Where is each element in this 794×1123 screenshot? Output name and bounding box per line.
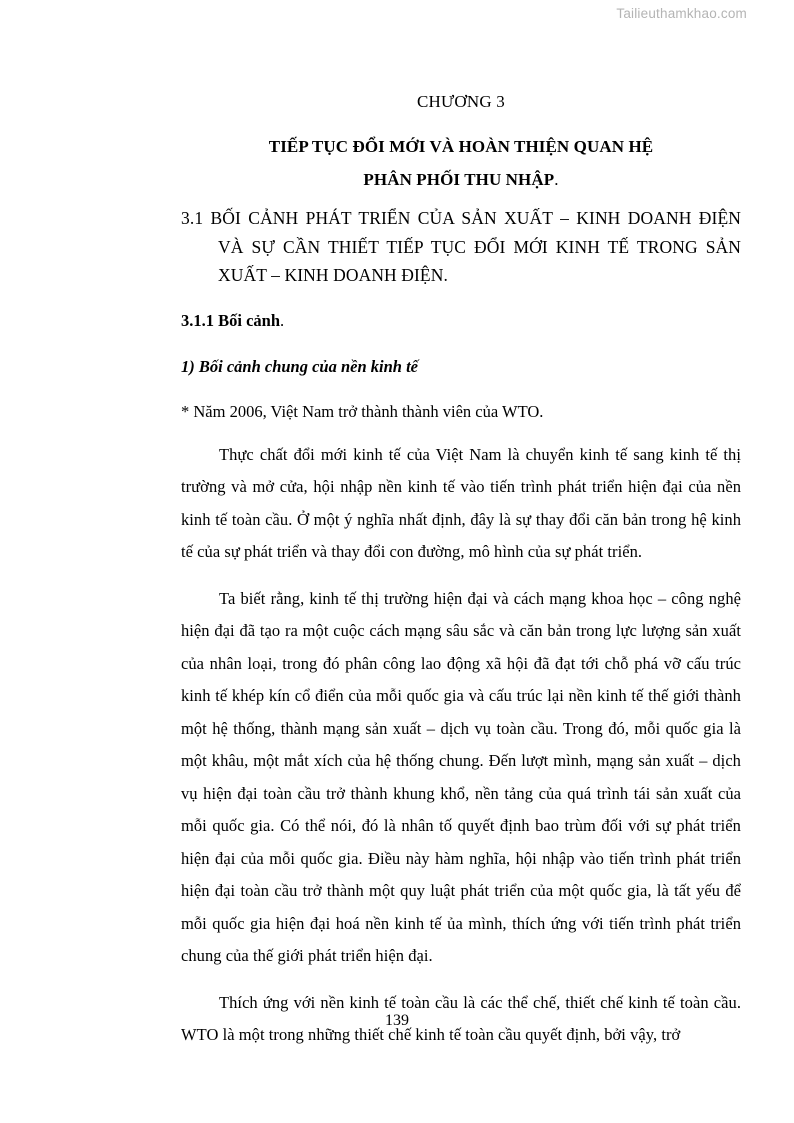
chapter-title-period: . (554, 170, 559, 190)
page-content (181, 0, 741, 1052)
chapter-label: CHƯƠNG 3 (417, 92, 505, 111)
chapter-title-line-1: TIẾP TỤC ĐỔI MỚI VÀ HOÀN THIỆN QUAN HỆ (268, 137, 654, 157)
subsection-heading-period: . (280, 311, 285, 331)
chapter-title (181, 138, 741, 188)
chapter-title-line-2-text: PHÂN PHỐI THU NHẬP (363, 170, 555, 190)
body-paragraph-2: Ta biết rằng, kinh tế thị trường hiện đại và cách mạng khoa học – công nghệ hiện đại đã tạo ra một cuộc cách mạng sâu sắc và căn bản trong lực lượng sản xuất của nhân loại, trong đó phân công lao động xã hội đã đạt tới chỗ phá vỡ cấu trúc kinh tế khép kín cổ điển của mỗi quốc gia và cấu trúc lại nền kinh tế thế giới thành một hệ thống, thành mạng sản xuất – dịch vụ toàn cầu. Trong đó, mỗi quốc gia là một khâu, một mắt xích của hệ thống chung. Đến lượt mình, mạng sản xuất – dịch vụ hiện đại toàn cầu trở thành khung khổ, nền tảng của quá trình tái sản xuất của mỗi quốc gia. Có thể nói, đó là nhân tố quyết định bao trùm đối với sự phát triển hiện đại của mỗi quốc gia. Điều này hàm nghĩa, hội nhập vào tiến trình phát triển hiện đại toàn cầu trở thành một quy luật phát triển của một quốc gia, là tất yếu để mỗi quốc gia hiện đại hoá nền kinh tế ủa mình, thích ứng với tiến trình phát triển chung của thế giới phát triển hiện đại. (181, 588, 741, 966)
section-heading-line-3: XUẤT – KINH DOANH ĐIỆN. (218, 265, 448, 286)
body-paragraph-3: Thích ứng với nền kinh tế toàn cầu là các thể chế, thiết chế kinh tế toàn cầu. WTO là một trong những thiết chế kinh tế toàn cầu quyết định, bởi vậy, trở (181, 992, 741, 1045)
section-heading-line-2: VÀ SỰ CẦN THIẾT TIẾP TỤC ĐỔI MỚI KINH TẾ TRONG SẢN (218, 236, 741, 257)
note-line: * Năm 2006, Việt Nam trở thành thành viên của WTO. (181, 401, 544, 421)
subsection-heading (181, 309, 741, 332)
body-paragraph-1: Thực chất đổi mới kinh tế của Việt Nam là chuyển kinh tế sang kinh tế thị trường và mở cửa, hội nhập nền kinh tế vào tiến trình phát triển hiện đại của nền kinh tế toàn cầu. Ở một ý nghĩa nhất định, đây là sự thay đổi căn bản trong hệ kinh tế của sự phát triển và thay đổi con đường, mô hình của sự phát triển. (181, 444, 741, 562)
chapter-title-line-2 (181, 171, 741, 188)
section-heading-line-1: 3.1 BỐI CẢNH PHÁT TRIỂN CỦA SẢN XUẤT – KINH DOANH ĐIỆN (181, 208, 741, 229)
watermark-text: Tailieuthamkhao.com (616, 6, 747, 21)
section-heading (181, 204, 741, 289)
subsection-heading-text: 3.1.1 Bối cảnh (181, 311, 281, 331)
page-number: 139 (385, 1012, 409, 1029)
subsection-item-heading: 1) Bối cảnh chung của nền kinh tế (181, 356, 419, 376)
